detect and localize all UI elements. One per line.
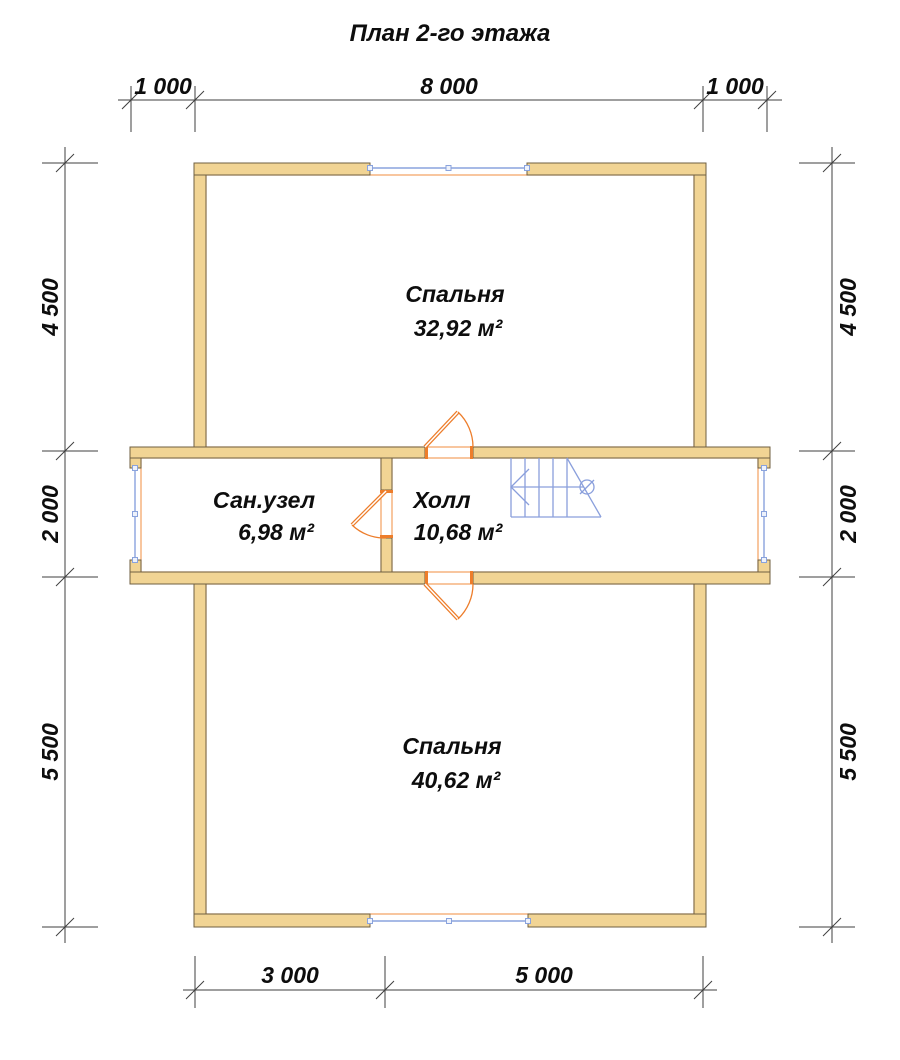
room-bedroom-top-floor: [206, 175, 694, 447]
wall-top-left: [194, 163, 370, 175]
room-area: 40,62 м²: [411, 767, 501, 793]
wall-corridor-bottom-right: [473, 572, 770, 584]
room-hall-floor: [392, 458, 758, 572]
room-name: Сан.узел: [212, 487, 316, 513]
room-bathroom-floor: [141, 458, 381, 572]
room-area: 32,92 м²: [413, 315, 503, 341]
room-name: Холл: [413, 487, 471, 513]
room-name: Спальня: [405, 281, 505, 307]
dimension-right: [799, 147, 861, 943]
window-top: [368, 166, 530, 171]
wall-divider-upper: [381, 458, 392, 490]
dim-label-right-lower: 5 500: [835, 723, 861, 781]
dim-label-left-middle: 2 000: [37, 485, 63, 543]
dim-label-right-upper: 4 500: [835, 278, 861, 336]
dim-label-bottom-left: 3 000: [261, 962, 319, 988]
dim-label-top-right: 1 000: [706, 73, 764, 99]
room-name: Спальня: [402, 733, 502, 759]
wall-bottom-right: [528, 914, 706, 927]
room-area: 10,68 м²: [413, 519, 503, 545]
window-bottom: [368, 919, 531, 924]
window-right: [762, 466, 767, 563]
wall-divider-lower: [381, 538, 392, 572]
dim-label-top-left: 1 000: [134, 73, 192, 99]
room-area: 6,98 м²: [238, 519, 314, 545]
wall-corridor-top-right: [473, 447, 770, 458]
dimension-left: [37, 147, 98, 943]
wall-lower-right-side: [694, 584, 706, 927]
wall-corridor-top-left: [130, 447, 425, 458]
wall-lower-left-side: [194, 584, 206, 927]
wall-upper-right-side: [694, 175, 706, 447]
plan-title: План 2-го этажа: [349, 20, 551, 47]
dimension-bottom: [183, 956, 717, 1008]
wall-corridor-bottom-left: [130, 572, 425, 584]
dimension-top: [118, 73, 782, 132]
window-left: [133, 466, 138, 563]
dim-label-left-lower: 5 500: [37, 723, 63, 781]
wall-top-right: [527, 163, 706, 175]
wall-upper-left-side: [194, 175, 206, 447]
dim-label-bottom-right: 5 000: [515, 962, 573, 988]
dim-label-right-middle: 2 000: [835, 485, 861, 543]
wall-bottom-left: [194, 914, 370, 927]
dim-label-top-center: 8 000: [420, 73, 478, 99]
dim-label-left-upper: 4 500: [37, 278, 63, 336]
